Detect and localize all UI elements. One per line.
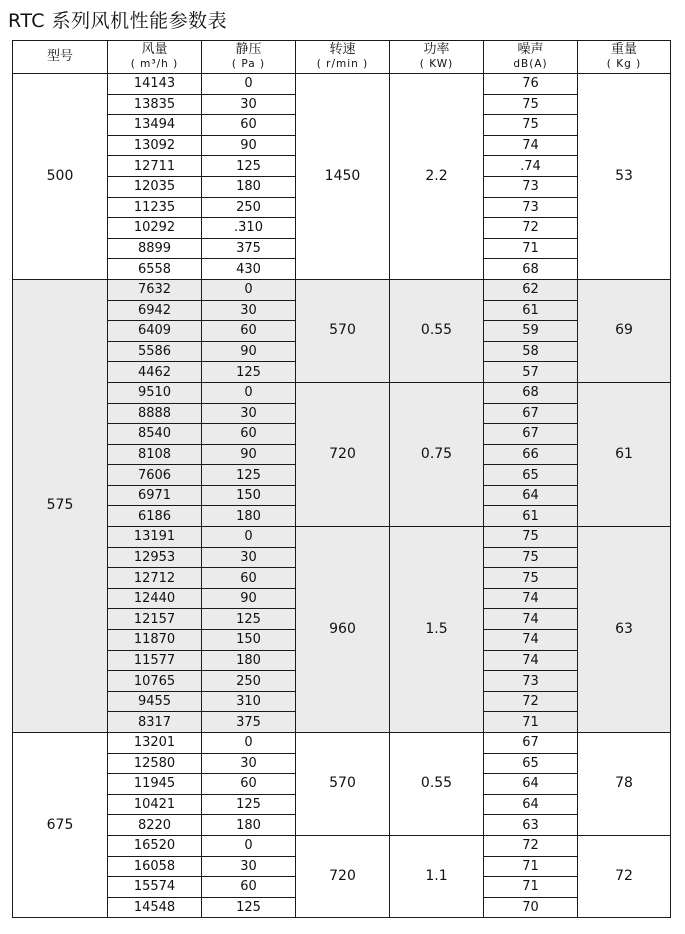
pressure-cell: 180 xyxy=(202,650,296,671)
airflow-cell: 16520 xyxy=(108,835,202,856)
header-power-unit: ( KW) xyxy=(419,58,454,70)
pressure-cell: 375 xyxy=(202,238,296,259)
power-cell: 1.5 xyxy=(390,527,484,733)
pressure-cell: 60 xyxy=(202,424,296,445)
airflow-cell: 12440 xyxy=(108,588,202,609)
noise-cell: 71 xyxy=(484,856,578,877)
airflow-cell: 8317 xyxy=(108,712,202,733)
table-row xyxy=(13,382,671,403)
noise-cell: 73 xyxy=(484,176,578,197)
airflow-cell: 11577 xyxy=(108,650,202,671)
table-body xyxy=(13,74,671,918)
weight-cell: 53 xyxy=(578,74,671,280)
weight-cell: 69 xyxy=(578,279,671,382)
header-airflow xyxy=(108,41,202,74)
noise-cell: .74 xyxy=(484,156,578,177)
airflow-cell: 13092 xyxy=(108,135,202,156)
page-title: RTC 系列风机性能参数表 xyxy=(8,10,228,32)
noise-cell: 74 xyxy=(484,135,578,156)
table-row xyxy=(13,74,671,95)
noise-cell: 57 xyxy=(484,362,578,383)
header-speed-label: 转速 xyxy=(329,42,356,57)
noise-cell: 75 xyxy=(484,547,578,568)
power-cell: 0.75 xyxy=(390,382,484,526)
pressure-cell: 30 xyxy=(202,753,296,774)
airflow-cell: 8888 xyxy=(108,403,202,424)
header-weight-label: 重量 xyxy=(610,42,637,57)
airflow-cell: 9510 xyxy=(108,382,202,403)
speed-cell: 570 xyxy=(296,733,390,836)
pressure-cell: 0 xyxy=(202,527,296,548)
pressure-cell: 60 xyxy=(202,774,296,795)
noise-cell: 61 xyxy=(484,300,578,321)
header-weight xyxy=(578,41,671,74)
pressure-cell: 60 xyxy=(202,877,296,898)
airflow-cell: 12712 xyxy=(108,568,202,589)
pressure-cell: 125 xyxy=(202,794,296,815)
pressure-cell: 125 xyxy=(202,609,296,630)
pressure-cell: 150 xyxy=(202,630,296,651)
pressure-cell: 180 xyxy=(202,176,296,197)
airflow-cell: 6409 xyxy=(108,321,202,342)
table-row xyxy=(13,527,671,548)
noise-cell: 75 xyxy=(484,568,578,589)
power-cell: 1.1 xyxy=(390,835,484,917)
pressure-cell: 125 xyxy=(202,362,296,383)
header-model-label: 型号 xyxy=(46,49,73,64)
noise-cell: 74 xyxy=(484,650,578,671)
airflow-cell: 4462 xyxy=(108,362,202,383)
noise-cell: 74 xyxy=(484,588,578,609)
airflow-cell: 12711 xyxy=(108,156,202,177)
header-speed-unit: ( r/min ) xyxy=(316,58,369,70)
pressure-cell: 30 xyxy=(202,856,296,877)
noise-cell: 70 xyxy=(484,897,578,918)
noise-cell: 71 xyxy=(484,238,578,259)
noise-cell: 72 xyxy=(484,218,578,239)
header-noise-label: 噪声 xyxy=(517,42,544,57)
noise-cell: 74 xyxy=(484,630,578,651)
noise-cell: 72 xyxy=(484,691,578,712)
pressure-cell: 30 xyxy=(202,547,296,568)
header-row xyxy=(13,41,671,74)
power-cell: 0.55 xyxy=(390,733,484,836)
header-weight-unit: ( Kg ) xyxy=(606,58,642,70)
header-airflow-unit: ( m³/h ) xyxy=(130,58,179,70)
noise-cell: 61 xyxy=(484,506,578,527)
header-model xyxy=(13,41,108,74)
pressure-cell: 0 xyxy=(202,279,296,300)
noise-cell: 67 xyxy=(484,403,578,424)
header-airflow-label: 风量 xyxy=(141,42,168,57)
noise-cell: 62 xyxy=(484,279,578,300)
pressure-cell: 250 xyxy=(202,197,296,218)
airflow-cell: 13835 xyxy=(108,94,202,115)
noise-cell: 68 xyxy=(484,259,578,280)
airflow-cell: 6558 xyxy=(108,259,202,280)
header-pressure xyxy=(202,41,296,74)
pressure-cell: 30 xyxy=(202,94,296,115)
fan-performance-table xyxy=(12,40,671,918)
table-row xyxy=(13,279,671,300)
pressure-cell: 150 xyxy=(202,485,296,506)
airflow-cell: 5586 xyxy=(108,341,202,362)
pressure-cell: 0 xyxy=(202,835,296,856)
pressure-cell: 90 xyxy=(202,341,296,362)
pressure-cell: 30 xyxy=(202,300,296,321)
model-cell: 500 xyxy=(13,74,108,280)
noise-cell: 75 xyxy=(484,94,578,115)
noise-cell: 76 xyxy=(484,74,578,95)
weight-cell: 63 xyxy=(578,527,671,733)
noise-cell: 71 xyxy=(484,877,578,898)
power-cell: 2.2 xyxy=(390,74,484,280)
pressure-cell: 180 xyxy=(202,506,296,527)
pressure-cell: 0 xyxy=(202,382,296,403)
noise-cell: 73 xyxy=(484,197,578,218)
noise-cell: 64 xyxy=(484,794,578,815)
noise-cell: 63 xyxy=(484,815,578,836)
header-pressure-unit: ( Pa ) xyxy=(231,58,266,70)
pressure-cell: 90 xyxy=(202,588,296,609)
header-speed xyxy=(296,41,390,74)
airflow-cell: 6971 xyxy=(108,485,202,506)
weight-cell: 78 xyxy=(578,733,671,836)
airflow-cell: 8220 xyxy=(108,815,202,836)
airflow-cell: 8108 xyxy=(108,444,202,465)
airflow-cell: 12580 xyxy=(108,753,202,774)
header-noise-unit: dB(A) xyxy=(513,58,548,70)
airflow-cell: 12035 xyxy=(108,176,202,197)
pressure-cell: 0 xyxy=(202,733,296,754)
power-cell: 0.55 xyxy=(390,279,484,382)
noise-cell: 72 xyxy=(484,835,578,856)
airflow-cell: 9455 xyxy=(108,691,202,712)
airflow-cell: 15574 xyxy=(108,877,202,898)
airflow-cell: 14143 xyxy=(108,74,202,95)
speed-cell: 960 xyxy=(296,527,390,733)
model-cell: 575 xyxy=(13,279,108,732)
pressure-cell: 60 xyxy=(202,568,296,589)
airflow-cell: 7606 xyxy=(108,465,202,486)
table-row xyxy=(13,835,671,856)
pressure-cell: 30 xyxy=(202,403,296,424)
pressure-cell: 60 xyxy=(202,321,296,342)
airflow-cell: 6186 xyxy=(108,506,202,527)
pressure-cell: .310 xyxy=(202,218,296,239)
noise-cell: 64 xyxy=(484,485,578,506)
airflow-cell: 11945 xyxy=(108,774,202,795)
noise-cell: 59 xyxy=(484,321,578,342)
noise-cell: 58 xyxy=(484,341,578,362)
pressure-cell: 60 xyxy=(202,115,296,136)
pressure-cell: 125 xyxy=(202,465,296,486)
airflow-cell: 12953 xyxy=(108,547,202,568)
weight-cell: 72 xyxy=(578,835,671,917)
airflow-cell: 14548 xyxy=(108,897,202,918)
pressure-cell: 90 xyxy=(202,444,296,465)
airflow-cell: 13494 xyxy=(108,115,202,136)
pressure-cell: 90 xyxy=(202,135,296,156)
airflow-cell: 10292 xyxy=(108,218,202,239)
airflow-cell: 6942 xyxy=(108,300,202,321)
header-power-label: 功率 xyxy=(423,42,450,57)
header-pressure-label: 静压 xyxy=(235,42,262,57)
noise-cell: 64 xyxy=(484,774,578,795)
weight-cell: 61 xyxy=(578,382,671,526)
pressure-cell: 125 xyxy=(202,156,296,177)
airflow-cell: 16058 xyxy=(108,856,202,877)
airflow-cell: 13191 xyxy=(108,527,202,548)
pressure-cell: 375 xyxy=(202,712,296,733)
airflow-cell: 12157 xyxy=(108,609,202,630)
airflow-cell: 8540 xyxy=(108,424,202,445)
noise-cell: 65 xyxy=(484,753,578,774)
airflow-cell: 10765 xyxy=(108,671,202,692)
airflow-cell: 13201 xyxy=(108,733,202,754)
model-cell: 675 xyxy=(13,733,108,918)
airflow-cell: 11870 xyxy=(108,630,202,651)
header-power xyxy=(390,41,484,74)
noise-cell: 66 xyxy=(484,444,578,465)
noise-cell: 65 xyxy=(484,465,578,486)
noise-cell: 75 xyxy=(484,527,578,548)
header-noise xyxy=(484,41,578,74)
noise-cell: 71 xyxy=(484,712,578,733)
noise-cell: 74 xyxy=(484,609,578,630)
table-row xyxy=(13,733,671,754)
speed-cell: 720 xyxy=(296,382,390,526)
airflow-cell: 8899 xyxy=(108,238,202,259)
noise-cell: 67 xyxy=(484,733,578,754)
pressure-cell: 250 xyxy=(202,671,296,692)
pressure-cell: 0 xyxy=(202,74,296,95)
speed-cell: 720 xyxy=(296,835,390,917)
noise-cell: 68 xyxy=(484,382,578,403)
noise-cell: 75 xyxy=(484,115,578,136)
noise-cell: 73 xyxy=(484,671,578,692)
airflow-cell: 11235 xyxy=(108,197,202,218)
speed-cell: 1450 xyxy=(296,74,390,280)
pressure-cell: 180 xyxy=(202,815,296,836)
speed-cell: 570 xyxy=(296,279,390,382)
airflow-cell: 7632 xyxy=(108,279,202,300)
pressure-cell: 310 xyxy=(202,691,296,712)
noise-cell: 67 xyxy=(484,424,578,445)
pressure-cell: 125 xyxy=(202,897,296,918)
airflow-cell: 10421 xyxy=(108,794,202,815)
pressure-cell: 430 xyxy=(202,259,296,280)
